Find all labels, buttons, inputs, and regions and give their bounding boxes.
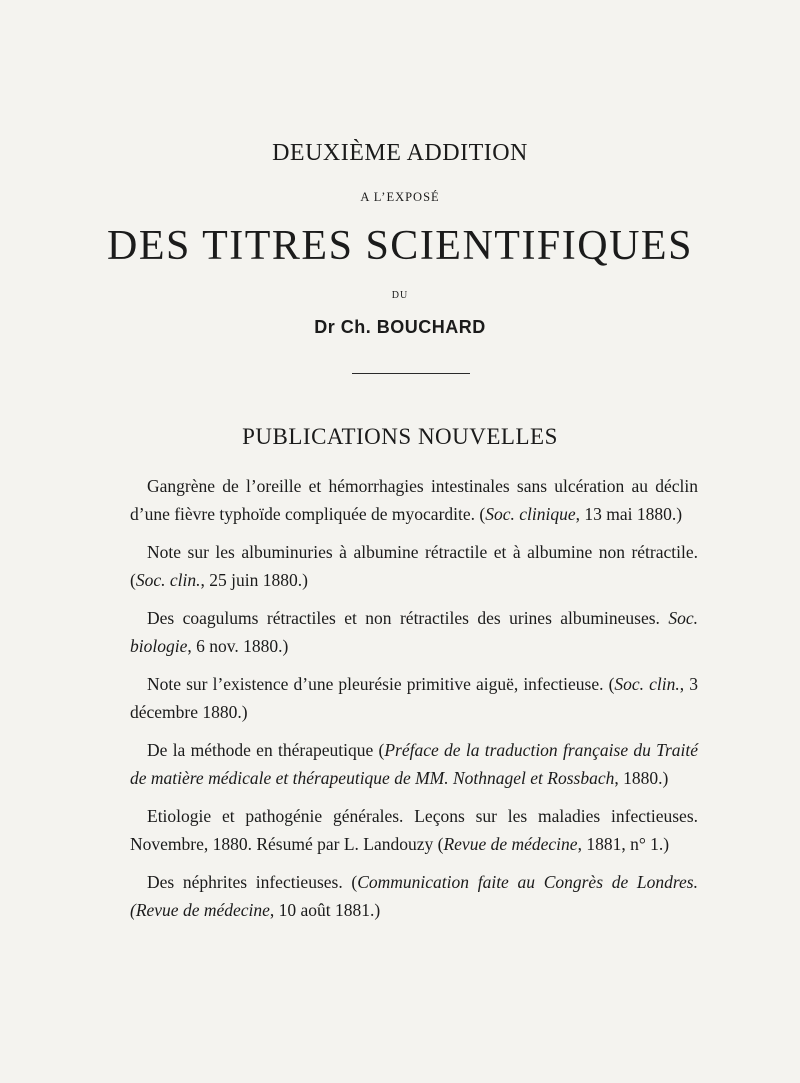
entry-text: Etiologie et pathogénie générales. Leçons sur les maladies infectieuses. Novembre, 1880. Résumé par L. Landouzy (	[130, 806, 698, 854]
entry-source: Préface de la traduction française du Traité de matière médicale et thérapeutique de MM. Nothnagel et Rossbach	[130, 740, 699, 788]
entry-date: , 3 décembre 1880.)	[130, 674, 698, 722]
entry-text: Gangrène de l’oreille et hémorrhagies intestinales sans ulcération au déclin d’une fièvre typhoïde compliquée de myocardite. (	[130, 476, 698, 524]
author-name: Dr Ch. BOUCHARD	[314, 317, 486, 337]
entry-source: Soc. clin.	[135, 570, 201, 590]
entry-source: Communication faite au Congrès de Londres. (Revue de médecine	[130, 872, 698, 920]
main-title: DES TITRES SCIENTIFIQUES	[107, 223, 693, 269]
entry-text: Des coagulums rétractiles et non rétractiles des urines albumineuses.	[147, 608, 669, 628]
entry-source: Revue de médecine	[443, 834, 578, 854]
entry-text: Note sur l’existence d’une pleurésie primitive aiguë, infectieuse. (	[147, 674, 615, 694]
entry-date: , 10 août 1881.)	[269, 900, 381, 920]
entry-date: , 13 mai 1880.)	[575, 504, 683, 524]
entry-date: , 25 juin 1880.)	[200, 570, 308, 590]
publication-entry	[130, 538, 698, 594]
publication-entry	[130, 604, 698, 660]
title-line-deuxieme-addition: DEUXIÈME ADDITION	[272, 140, 528, 166]
entry-source: Soc. clinique	[485, 504, 576, 524]
publication-list	[130, 472, 698, 934]
publication-entry	[130, 670, 698, 726]
publication-entry	[130, 472, 698, 528]
entry-date: , 6 nov. 1880.)	[187, 636, 289, 656]
entry-text: Des néphrites infectieuses. (	[147, 872, 358, 892]
publication-entry	[130, 802, 698, 858]
entry-date: , 1881, n° 1.)	[577, 834, 670, 854]
entry-date: , 1880.)	[614, 768, 669, 788]
title-line-a-l-expose: A L’EXPOSÉ	[360, 190, 440, 204]
section-title: PUBLICATIONS NOUVELLES	[242, 424, 558, 449]
title-divider	[352, 373, 470, 374]
entry-text: Note sur les albuminuries à albumine rétractile et à albumine non rétractile. (	[130, 542, 698, 590]
title-line-du: DU	[391, 290, 409, 301]
entry-source: Soc. biologie	[130, 608, 698, 656]
entry-source: Soc. clin.	[614, 674, 680, 694]
publication-entry	[130, 736, 698, 792]
publication-entry	[130, 868, 698, 924]
entry-text: De la méthode en thérapeutique (	[147, 740, 385, 760]
